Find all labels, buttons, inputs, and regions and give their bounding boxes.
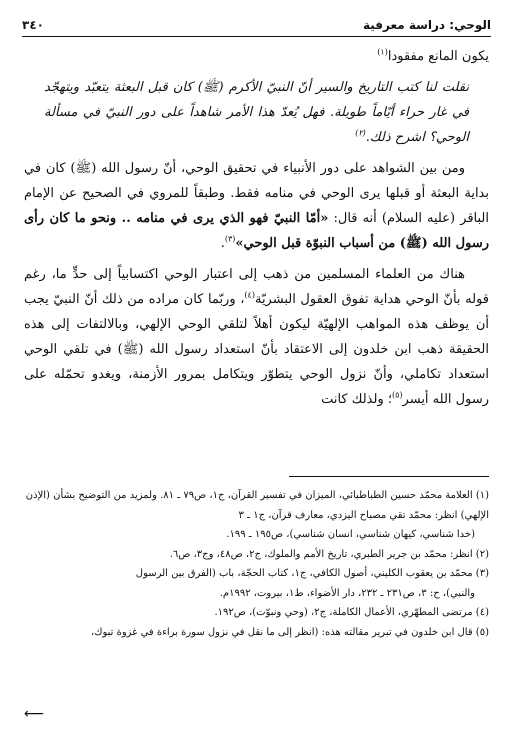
paragraph-4-text-2: ، وربّما كان مراده من ذلك أنّ النبيّ يجب أن يوظف هذه المواهب الإلهيّة ليكون أهلاً لتلقي الوحي الإلهي، وبالالتفات إلى هذه الحقيقة ذهب ابن خلدون إلى الاعتقاد بأنّ استعداد رسول الله (ﷺ) في تلقي الوحي استعداد تكاملي، وأنّ نزول الوحي يتطوّر ويتكامل بمرور الأزمنة، ويغدو تحمّله على رسول الله أيسر: [24, 292, 489, 407]
page-number: ٣٤٠: [22, 18, 44, 32]
paragraph-1: [24, 44, 489, 69]
paragraph-1-text: يكون المانع مفقودا: [387, 49, 489, 64]
paragraph-3: ومن بين الشواهد على دور الأنبياء في تحقيق الوحي، أنّ رسول الله (ﷺ) كان في بداية البعثة أو قبلها يرى الوحي في منامه فقط. وطبقاً للمروي في الصحيح عن الإمام الباقر (عليه السلام) أنه قال: «أمّا النبيّ فهو الذي يرى في منامه .. ونحو ما كان رأى رسول الله (ﷺ) من أسباب النبوّة قبل الوحي»$^{(٣)}$.: [24, 161, 490, 251]
hadith-quote: «أمّا النبيّ فهو الذي يرى في منامه .. ونحو ما كان رأى رسول الله (ﷺ) من أسباب النبوّة قبل الوحي»: [24, 211, 489, 251]
footnote-4: (٤) مرتضى المطهّري، الأعمال الكاملة، ج٢، (وحي ونبوّت)، ص١٩٢.: [214, 607, 489, 618]
footnote-ref-2: (٢): [355, 128, 366, 138]
paragraph-4-text-3: ؛ ولذلك كانت: [321, 392, 392, 407]
question-quote: [24, 75, 489, 150]
footnote-ref-5: (٥): [392, 390, 403, 400]
footnote-separator: [289, 476, 489, 477]
footnote-1-continued: (خدا شناسي، كيهان شناسي، انسان شناسي)، ص١٩٥ ـ ١٩٩.: [226, 529, 475, 540]
running-title: الوحي: دراسة معرفية: [362, 18, 491, 32]
footnotes: [24, 486, 489, 642]
paragraph-4: [24, 262, 489, 412]
continuation-arrow-icon: ⟵: [24, 706, 45, 722]
footnote-1: (١) العلامة محمّد حسين الطباطبائي، الميزان في تفسير القرآن، ج١، ص٧٩ ـ ٨١. ولمزيد من التوضيح بشأن (الإذن الإلهي) انظر: محمّد تقي مصباح اليزدي، معارف قرآن، ج١ ـ ٣: [25, 490, 489, 521]
paragraph-4-text: هناك من العلماء المسلمين من ذهب إلى اعتبار الوحي اكتسابياً إلى حدٍّ ما، رغم قوله بأنّ الوحي هداية تفوق العقول البشريّة: [24, 267, 489, 307]
footnote-ref-4: (٤): [244, 290, 255, 300]
footnote-5: (٥) قال ابن خلدون في تبرير مقالته هذه: (انظر إلى ما نقل في نزول سورة براءة في غزوة تبوك،: [90, 626, 489, 638]
footnote-ref-1: (١): [377, 47, 388, 57]
main-text: [24, 44, 489, 412]
footnote-3-continued: والنبي)، ح: ٣، ص٢٣١ ـ ٢٣٢، دار الأضواء، ط١، بيروت، ١٩٩٢م.: [219, 587, 475, 599]
footnote-3: (٣) محمّد بن يعقوب الكليني، أصول الكافي، ج١، كتاب الحجّة، باب (الفرق بين الرسول: [135, 568, 489, 579]
paragraph-3-text: ومن بين الشواهد على دور الأنبياء في تحقيق الوحي، أنّ رسول الله (ﷺ) كان في بداية البعثة أو قبلها يرى الوحي في منامه فقط. وطبقاً للمروي في الصحيح عن الإمام الباقر (عليه السلام) أنه قال:: [24, 161, 490, 226]
footnote-ref-3: (٣): [224, 234, 236, 244]
question-quote-text: نقلت لنا كتب التاريخ والسير أنّ النبيّ الأكرم (ﷺ) كان قبل البعثة يتعبّد ويتهجّد في غار حراء أيّاماً طويلة. فهل يُعدّ هذا الأمر شاهداً على دور النبيّ في مسألة الوحي؟ اشرح ذلك.: [44, 80, 469, 145]
running-header: [22, 14, 491, 37]
footnote-2: (٢) انظر: محمّد بن جرير الطبري، تاريخ الأمم والملوك، ج٢، ص٤٨، وج٣، ص٦.: [169, 548, 489, 560]
